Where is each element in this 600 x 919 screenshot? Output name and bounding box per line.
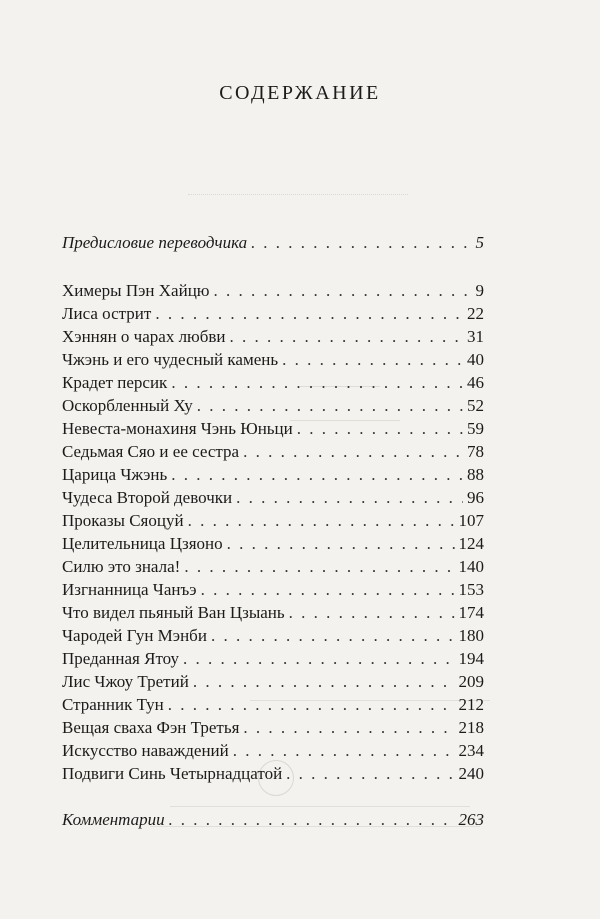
toc-leader-dots [251, 231, 471, 254]
toc-entry-page: 153 [458, 580, 484, 599]
toc-entry-page: 59 [467, 419, 484, 438]
toc-leader-dots [183, 647, 455, 670]
toc-leader-dots [243, 716, 454, 739]
toc-entry[interactable] [62, 509, 484, 532]
toc-entry[interactable] [62, 463, 484, 486]
toc-leader-dots [286, 762, 454, 785]
toc-entry-title: Хэннян о чарах любви [62, 327, 226, 346]
toc-leader-dots [193, 670, 455, 693]
toc-leader-dots [230, 325, 463, 348]
toc-entry[interactable] [62, 486, 484, 509]
toc-entry-page: 88 [467, 465, 484, 484]
toc-entry-title: Чжэнь и его чудесный камень [62, 350, 279, 369]
toc-entry[interactable] [62, 693, 484, 716]
toc-leader-dots [214, 279, 472, 302]
toc-entry[interactable] [62, 647, 484, 670]
toc-entry-title: Целительница Цзяоно [62, 534, 223, 553]
toc-entry[interactable] [62, 417, 484, 440]
toc-entry-page: 78 [467, 442, 484, 461]
toc-entry-title: Подвиги Синь Четырнадцатой [62, 764, 283, 783]
toc-leader-dots [169, 808, 455, 831]
toc-entry[interactable] [62, 624, 484, 647]
toc-entry[interactable] [62, 371, 484, 394]
toc-entry-page: 263 [458, 810, 484, 829]
toc-leader-dots [168, 693, 455, 716]
page-title: СОДЕРЖАНИЕ [219, 82, 381, 104]
toc-leader-dots [236, 486, 463, 509]
toc-entry[interactable] [62, 716, 484, 739]
table-of-contents [62, 231, 484, 831]
toc-entry[interactable] [62, 532, 484, 555]
toc-entry-page: 124 [458, 534, 484, 553]
toc-entry-commentary[interactable] [62, 808, 484, 831]
toc-leader-dots [211, 624, 455, 647]
toc-entry-title: Проказы Сяоцуй [62, 511, 184, 530]
toc-entry[interactable] [62, 348, 484, 371]
toc-entry[interactable] [62, 394, 484, 417]
toc-entry-page: 52 [467, 396, 484, 415]
toc-entry-page: 212 [458, 695, 484, 714]
show-through-line [188, 194, 408, 195]
toc-entry[interactable] [62, 279, 484, 302]
toc-entry-title: Изгнанница Чанъэ [62, 580, 197, 599]
toc-entry[interactable] [62, 601, 484, 624]
toc-leader-dots [155, 302, 463, 325]
toc-entry-page: 174 [458, 603, 484, 622]
toc-entry-title: Преданная Ятоу [62, 649, 179, 668]
toc-entry-title: Лис Чжоу Третий [62, 672, 189, 691]
toc-entry-title: Вещая сваха Фэн Третья [62, 718, 240, 737]
toc-entry-page: 40 [467, 350, 484, 369]
toc-entry-title: Чудеса Второй девочки [62, 488, 233, 507]
toc-entry-title: Лиса острит [62, 304, 152, 323]
toc-entry-page: 5 [475, 233, 484, 252]
toc-entry-page: 96 [467, 488, 484, 507]
toc-leader-dots [227, 532, 455, 555]
toc-entry-title: Крадет персик [62, 373, 168, 392]
toc-entry-title: Комментарии [62, 810, 165, 829]
toc-entry[interactable] [62, 739, 484, 762]
toc-entry-title: Химеры Пэн Хайцю [62, 281, 210, 300]
toc-entry[interactable] [62, 302, 484, 325]
toc-entry-title: Силю это знала! [62, 557, 181, 576]
toc-entry-page: 46 [467, 373, 484, 392]
toc-entry-title: Предисловие переводчика [62, 233, 248, 252]
toc-entry-title: Искусство наваждений [62, 741, 229, 760]
toc-entry-title: Царица Чжэнь [62, 465, 168, 484]
toc-entry-title: Чародей Гун Мэнби [62, 626, 207, 645]
toc-entry-page: 240 [458, 764, 484, 783]
toc-leader-dots [171, 463, 463, 486]
toc-leader-dots [297, 417, 463, 440]
toc-leader-dots [201, 578, 455, 601]
toc-entry-page: 107 [458, 511, 484, 530]
toc-entry-page: 234 [458, 741, 484, 760]
toc-entry-title: Оскорбленный Ху [62, 396, 193, 415]
toc-entry-page: 22 [467, 304, 484, 323]
toc-entry-title: Странник Тун [62, 695, 164, 714]
toc-entry-page: 140 [458, 557, 484, 576]
toc-leader-dots [184, 555, 454, 578]
toc-entry-page: 9 [475, 281, 484, 300]
toc-leader-dots [233, 739, 455, 762]
toc-entry-title: Невеста-монахиня Чэнь Юньци [62, 419, 293, 438]
toc-entry[interactable] [62, 325, 484, 348]
toc-entry-page: 31 [467, 327, 484, 346]
toc-entry[interactable] [62, 578, 484, 601]
toc-entry-page: 180 [458, 626, 484, 645]
toc-entry-page: 218 [458, 718, 484, 737]
toc-leader-dots [282, 348, 463, 371]
toc-entry[interactable] [62, 670, 484, 693]
toc-leader-dots [188, 509, 455, 532]
toc-leader-dots [243, 440, 463, 463]
toc-entry-preface[interactable] [62, 231, 484, 254]
toc-leader-dots [289, 601, 455, 624]
toc-entry-page: 209 [458, 672, 484, 691]
toc-entry-page: 194 [458, 649, 484, 668]
toc-entry-title: Что видел пьяный Ван Цзыань [62, 603, 285, 622]
toc-entry-title: Седьмая Сяо и ее сестра [62, 442, 240, 461]
toc-entry[interactable] [62, 555, 484, 578]
toc-entry[interactable] [62, 440, 484, 463]
toc-leader-dots [171, 371, 463, 394]
toc-entry[interactable] [62, 762, 484, 785]
toc-chapter-list [62, 279, 484, 785]
toc-leader-dots [197, 394, 463, 417]
